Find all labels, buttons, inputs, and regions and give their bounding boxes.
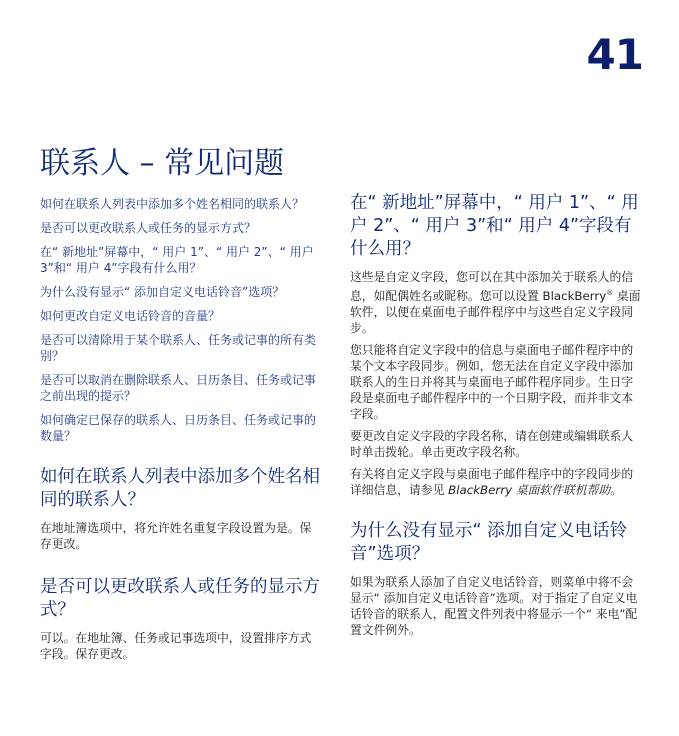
registered-mark: ® <box>606 289 614 297</box>
page-title: 联系人 – 常见问题 <box>40 146 285 182</box>
help-reference: BlackBerry 桌面软件联机帮助 <box>448 482 611 497</box>
section-paragraph <box>350 269 642 336</box>
text-span: 这些是自定义字段，您可以在其中添加关于联系人的信息，如配偶姓名或昵称。您可以设置 BlackBerry <box>350 270 634 303</box>
section-heading: 如何在联系人列表中添加多个姓名相同的联系人？ <box>40 467 320 510</box>
faq-link[interactable]: 是否可以更改联系人或任务的显示方式？ <box>40 221 257 235</box>
text-span: 有关将自定义字段与桌面电子邮件程序中的字段同步的详细信息，请参见 <box>350 466 634 497</box>
section-heading: 是否可以更改联系人或任务的显示方式？ <box>40 577 320 620</box>
faq-link-list <box>40 196 322 444</box>
faq-link[interactable]: 如何更改自定义电话铃音的音量？ <box>40 309 221 323</box>
section-paragraph: 您只能将自定义字段中的信息与桌面电子邮件程序中的某个文本字段同步。例如，您无法在自定义字段中添加联系人的生日并将其与桌面电子邮件程序同步。生日字段是桌面电子邮件程序中的一个日期字段，而并非文本字段。 <box>350 342 634 421</box>
section-heading: 在“ 新地址”屏幕中，“ 用户 1”、“ 用户 2”、“ 用户 3”和“ 用户 4”字段有什么用？ <box>350 193 639 259</box>
faq-link[interactable]: 是否可以取消在删除联系人、日历条目、任务或记事之前出现的提示？ <box>40 373 317 403</box>
section-paragraph <box>350 466 642 498</box>
section-body: 如果为联系人添加了自定义电话铃音，则菜单中将不会显示“ 添加自定义电话铃音”选项。对于指定了自定义电话铃音的联系人，配置文件列表中将显示一个“ 来电”配置文件例外。 <box>350 574 638 637</box>
page-number: 41 <box>586 30 643 79</box>
faq-link[interactable]: 如何确定已保存的联系人、日历条目、任务或记事的数量？ <box>40 413 317 443</box>
faq-link[interactable]: 为什么没有显示“ 添加自定义电话铃音”选项？ <box>40 285 285 299</box>
right-column <box>350 192 642 644</box>
section-body: 在地址簿选项中，将允许姓名重复字段设置为是。保存更改。 <box>40 521 312 551</box>
text-span: 。 <box>610 482 623 497</box>
section-body: 可以。在地址簿、任务或记事选项中，设置排序方式字段。保存更改。 <box>40 631 312 661</box>
text-span: 桌面软件，以便在桌面电子邮件程序中与这些自定义字段同步。 <box>350 288 641 335</box>
section-heading: 为什么没有显示“ 添加自定义电话铃音”选项？ <box>350 520 628 564</box>
section-paragraph: 要更改自定义字段的字段名称，请在创建或编辑联系人时单击拨轮。单击更改字段名称。 <box>350 428 634 459</box>
faq-link[interactable]: 是否可以清除用于某个联系人、任务或记事的所有类别？ <box>40 333 317 363</box>
left-column <box>40 196 322 668</box>
faq-link[interactable]: 如何在联系人列表中添加多个姓名相同的联系人？ <box>40 197 305 211</box>
faq-link[interactable]: 在“ 新地址”屏幕中，“ 用户 1”、“ 用户 2”、“ 用户 3”和“ 用户 4”字段有什么用？ <box>40 245 314 275</box>
